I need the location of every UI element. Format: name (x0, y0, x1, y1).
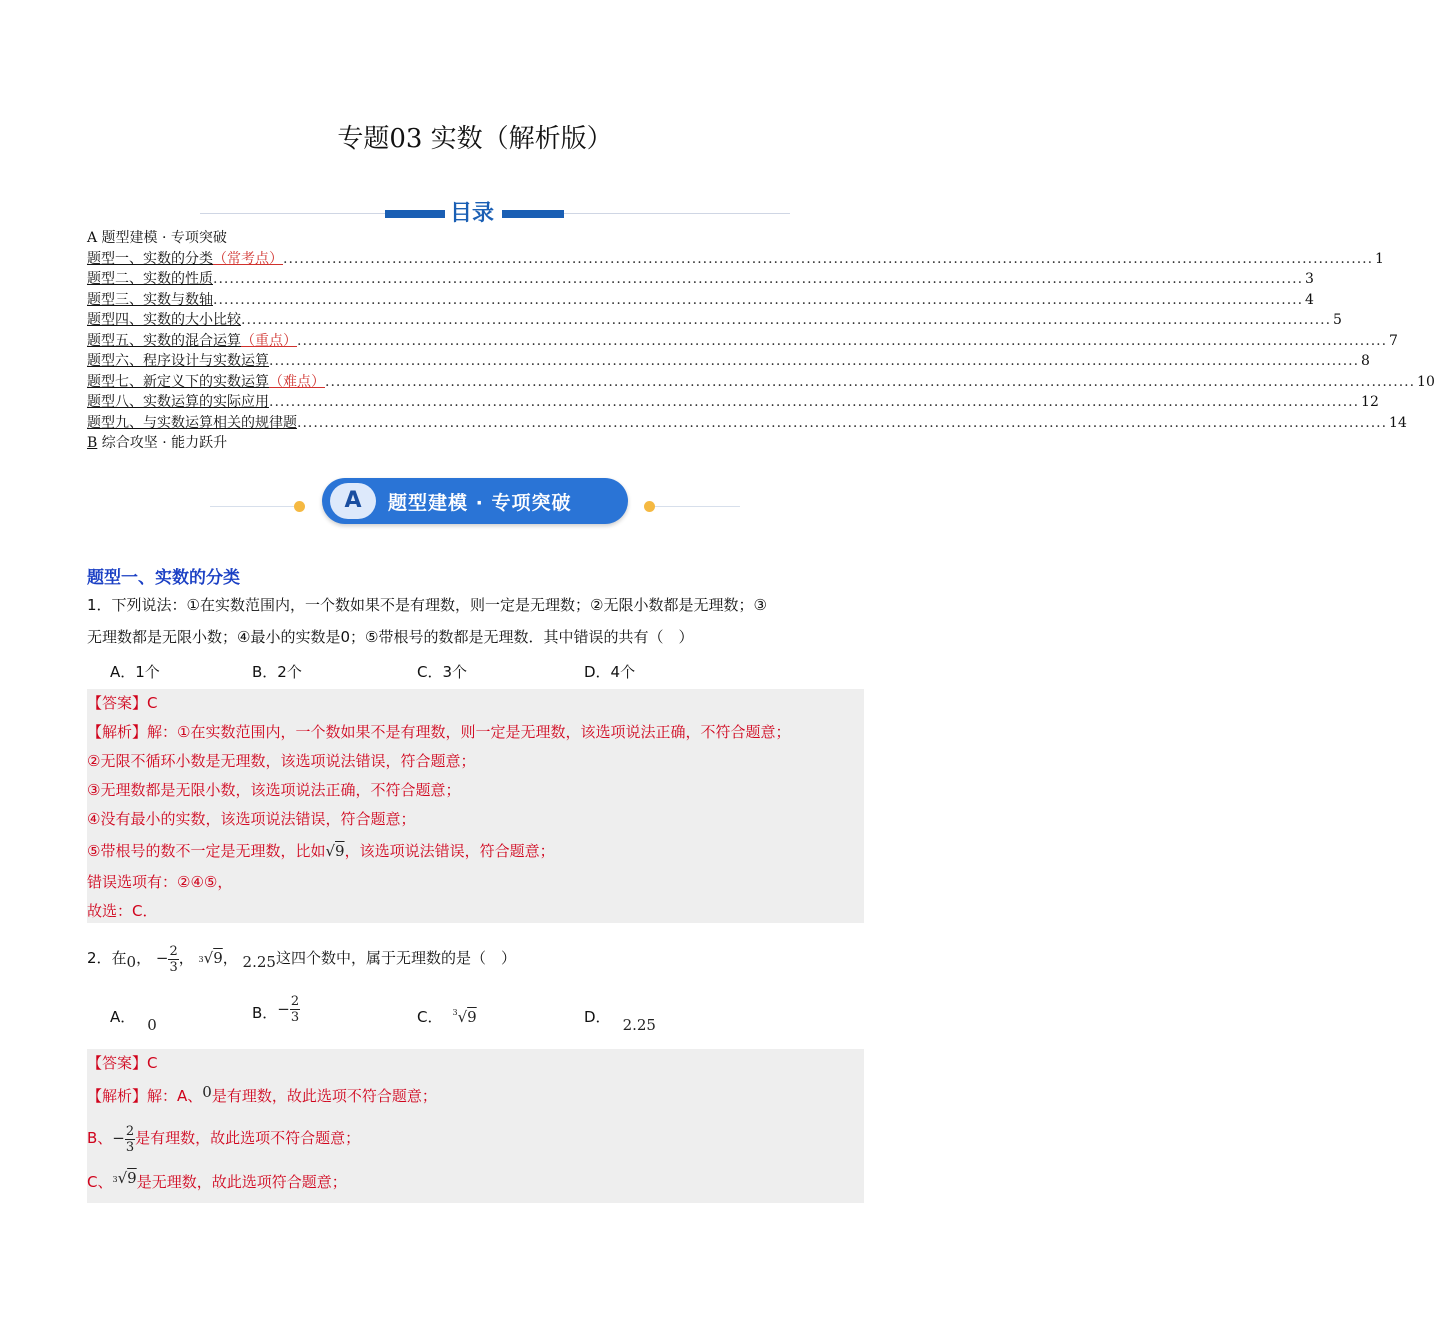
toc-leader-dots: ........................................................................................................................................................................................................ (283, 250, 1374, 267)
toc-page-number: 8 (1361, 353, 1370, 369)
toc-item-title: 题型四、实数的大小比较 (87, 312, 241, 328)
toc-leader-dots: ........................................................................................................................................................................................................ (297, 414, 1388, 431)
q2-analysis-3: C、$^3$√9是无理数，故此选项符合题意； (87, 1169, 347, 1191)
q2-option-c: C． $^3$√9 (417, 1008, 477, 1026)
q2-option-b: B．− $\frac{2}{3}$ (252, 994, 300, 1025)
q2-decimal: 2.25 (242, 953, 276, 971)
toc-page-number: 3 (1305, 271, 1314, 287)
toc-leader-dots: ........................................................................................................................................................................................................ (241, 312, 1332, 328)
toc-item-title: 题型八、实数运算的实际应用 (87, 394, 269, 410)
toc-section-b-text: 综合攻坚 · 能力跃升 (101, 435, 228, 451)
toc-item[interactable] (87, 269, 1314, 290)
toc-leader-dots: ........................................................................................................................................................................................................ (213, 271, 1304, 287)
page-title: 专题03 实数（解析版） (337, 124, 613, 154)
toc-leader-dots: ........................................................................................................................................................................................................ (213, 291, 1304, 308)
toc-section-b[interactable] (87, 433, 863, 454)
toc-item-title: 题型六、程序设计与实数运算 (87, 353, 269, 369)
q2-fraction: − $\frac{2}{3}$ (155, 943, 178, 975)
toc-section-a[interactable]: A 题型建模 · 专项突破 (87, 230, 227, 246)
question-2-answer-box (87, 1049, 864, 1203)
q1-analysis-6: 错误选项有：②④⑤， (87, 873, 233, 891)
toc-page-number: 4 (1305, 291, 1314, 308)
q2-answer: 【答案】C (87, 1054, 158, 1072)
toc-page-number: 7 (1389, 332, 1398, 349)
toc-page-number: 1 (1375, 250, 1384, 267)
toc-heading: 目录 (450, 201, 495, 226)
toc-item-title: 题型二、实数的性质 (87, 271, 213, 287)
toc-page-number: 5 (1333, 312, 1342, 328)
q1-option-d: D．4个 (584, 663, 636, 681)
banner-dot-right (644, 501, 655, 512)
toc-page-number: 10 (1417, 373, 1435, 390)
toc-item[interactable] (87, 290, 1314, 311)
banner-badge: A (330, 483, 376, 519)
q2-analysis-1: 【解析】解：A、0是有理数，故此选项不符合题意； (87, 1083, 437, 1105)
toc-item-title: 题型一、实数的分类 (87, 250, 213, 267)
question-1 (87, 589, 867, 653)
q1-answer: 【答案】C (87, 694, 158, 712)
question-2: 2．在0， − $\frac{2}{3}$ ， $^3$√9， 2.25这四个数中，属于无理数的是（ ） (87, 943, 516, 975)
divider-right (564, 213, 790, 214)
table-of-contents (87, 228, 1435, 454)
toc-item-title: 题型五、实数的混合运算 (87, 332, 241, 349)
question-1-line-2: 无理数都是无限小数；④最小的实数是0；⑤带根号的数都是无理数．其中错误的共有（ ） (87, 628, 694, 646)
q1-option-a: A．1个 (110, 663, 160, 681)
accent-bar-left (385, 210, 445, 218)
toc-item-title: 题型九、与实数运算相关的规律题 (87, 414, 297, 431)
toc-item[interactable] (87, 310, 1342, 331)
q2-cube-root: $^3$√9 (198, 949, 223, 967)
toc-item-tag: （重点） (241, 332, 297, 349)
toc-item[interactable] (87, 413, 1407, 434)
banner-dot-left (294, 501, 305, 512)
toc-item[interactable] (87, 392, 1379, 413)
sqrt-nine: √9 (325, 842, 345, 860)
q2-zero: 0 (126, 953, 137, 971)
q1-analysis-5: ⑤带根号的数不一定是无理数，比如√9，该选项说法错误，符合题意； (87, 842, 555, 860)
q1-analysis-3: ③无理数都是无限小数，该选项说法正确，不符合题意； (87, 781, 461, 799)
toc-item-tag: （常考点） (213, 250, 283, 267)
question-1-answer-box (87, 689, 864, 923)
q2-analysis-2: B、− $\frac{2}{3}$ 是有理数，故此选项不符合题意； (87, 1123, 361, 1155)
accent-bar-right (502, 210, 564, 218)
question-1-options (110, 661, 810, 683)
question-type-heading: 题型一、实数的分类 (87, 568, 240, 588)
banner-label: 题型建模 · 专项突破 (388, 492, 572, 514)
q1-analysis-1: 【解析】解：①在实数范围内，一个数如果不是有理数，则一定是无理数，该选项说法正确，不符合题意； (87, 723, 791, 741)
toc-item-tag: （难点） (269, 373, 325, 390)
toc-item[interactable] (87, 351, 1370, 372)
q1-analysis-4: ④没有最小的实数，该选项说法错误，符合题意； (87, 810, 416, 828)
q1-analysis-2: ②无限不循环小数是无理数，该选项说法错误，符合题意； (87, 752, 476, 770)
q2-option-d: D． 2.25 (584, 1008, 656, 1034)
toc-page-number: 12 (1361, 394, 1379, 410)
divider-left (200, 213, 385, 214)
banner-line-left (210, 506, 294, 507)
toc-banner (200, 198, 790, 226)
toc-leader-dots: ........................................................................................................................................................................................................ (297, 332, 1388, 349)
toc-page-number: 14 (1389, 414, 1407, 431)
toc-item-title: 题型三、实数与数轴 (87, 291, 213, 308)
toc-leader-dots: ........................................................................................................................................................................................................ (325, 373, 1416, 390)
banner-line-right (655, 506, 740, 507)
q1-option-b: B．2个 (252, 663, 302, 681)
question-2-options (110, 994, 810, 1038)
q2-option-a: A． 0 (110, 1008, 157, 1034)
toc-section-b-letter: B (87, 435, 98, 451)
toc-leader-dots: ........................................................................................................................................................................................................ (269, 353, 1360, 369)
toc-item[interactable] (87, 331, 1398, 352)
question-1-line-1: 1．下列说法：①在实数范围内，一个数如果不是有理数，则一定是无理数；②无限小数都是无理数；③ (87, 596, 767, 614)
q1-analysis-7: 故选：C． (87, 902, 158, 920)
toc-item-title: 题型七、新定义下的实数运算 (87, 373, 269, 390)
toc-item[interactable] (87, 249, 1384, 270)
q1-option-c: C．3个 (417, 663, 468, 681)
toc-leader-dots: ........................................................................................................................................................................................................ (269, 394, 1360, 410)
toc-item[interactable] (87, 372, 1435, 393)
section-banner (210, 478, 740, 528)
